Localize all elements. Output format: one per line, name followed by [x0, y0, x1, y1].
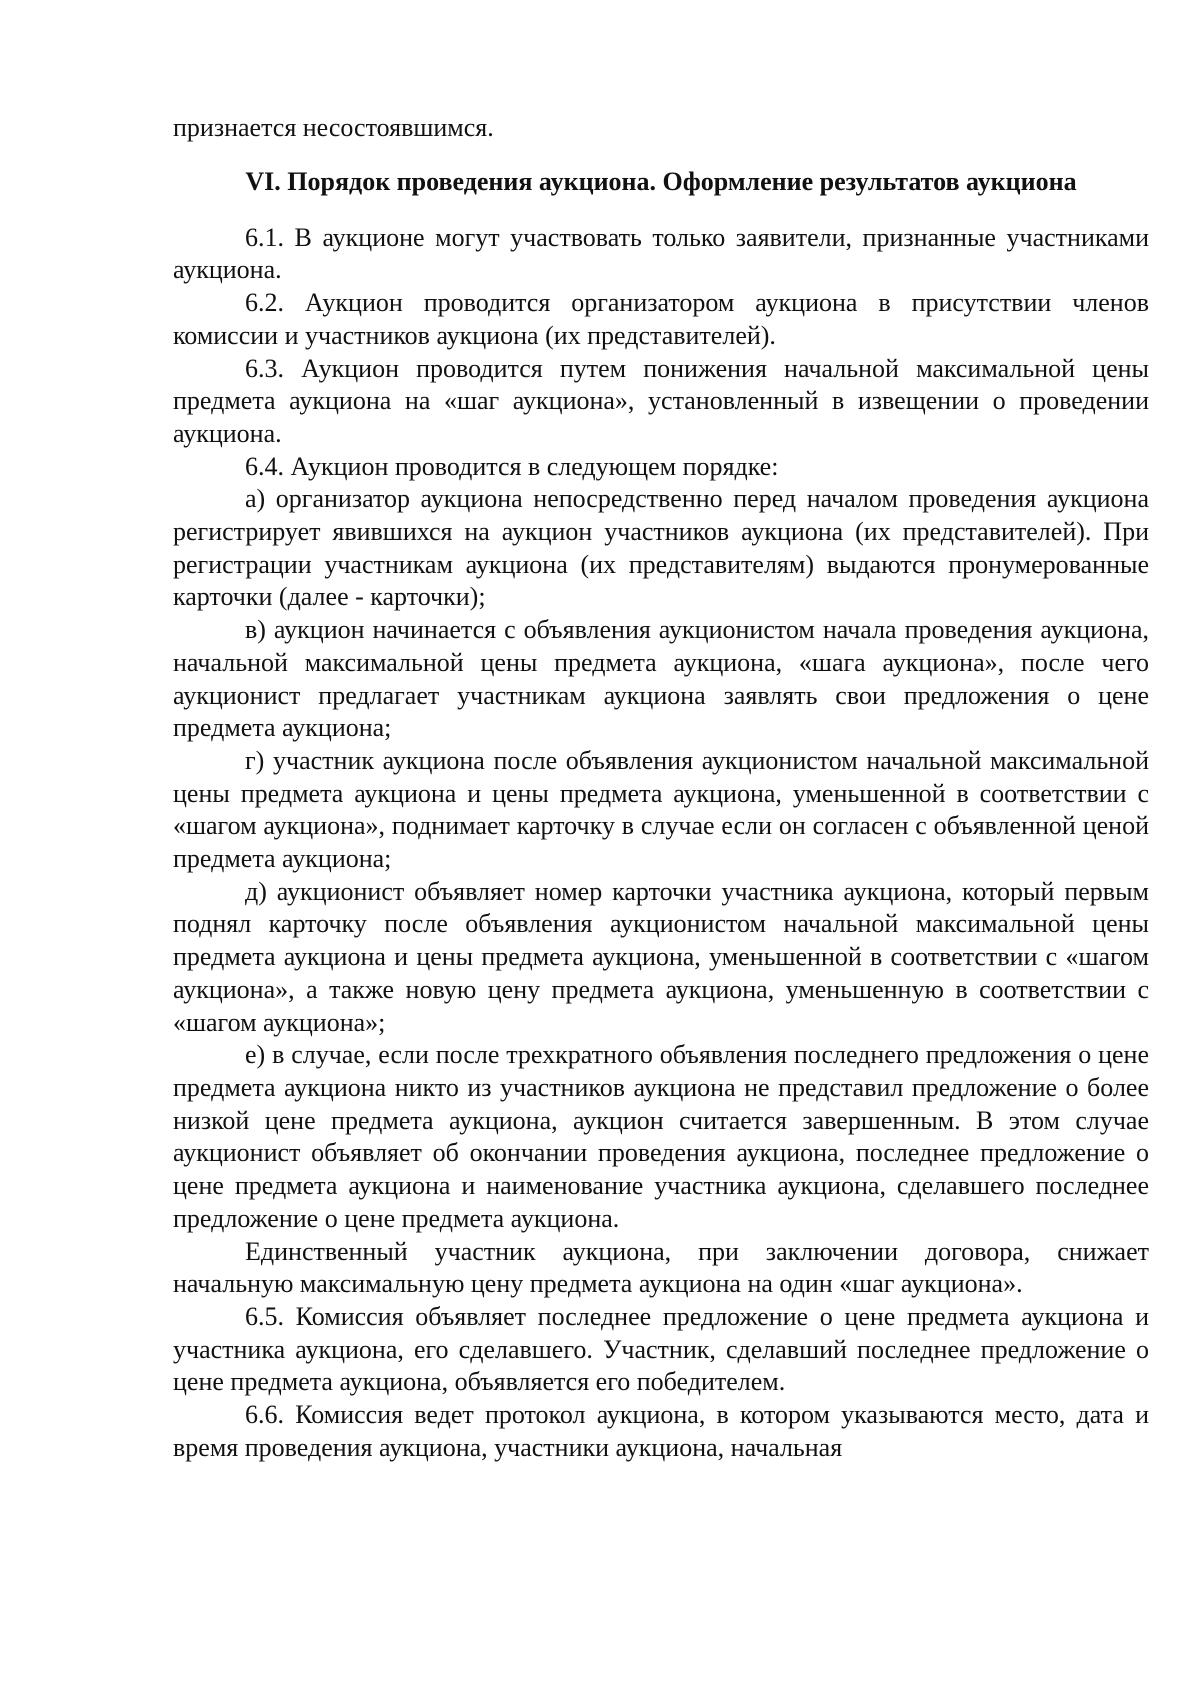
paragraph-6-2: 6.2. Аукцион проводится организатором аукциона в присутствии членов комиссии и участников аукциона (их представителей).	[173, 288, 1149, 350]
section-heading: VI. Порядок проведения аукциона. Оформление результатов аукциона	[245, 166, 1077, 196]
paragraph-6-6: 6.6. Комиссия ведет протокол аукциона, в котором указываются место, дата и время проведения аукциона, участники аукциона, начальная	[173, 1400, 1149, 1462]
paragraph-6-4-g: г) участник аукциона после объявления аукционистом начальной максимальной цены предмета аукциона и цены предмета аукциона, уменьшенной в соответствии с «шагом аукциона», поднимает карточку в случае если он согласен с объявленной ценой предмета аукциона;	[173, 745, 1149, 874]
paragraph-6-4: 6.4. Аукцион проводится в следующем порядке:	[245, 451, 779, 481]
paragraph-single-participant: Единственный участник аукциона, при заключении договора, снижает начальную максимальную цену предмета аукциона на один «шаг аукциона».	[173, 1236, 1149, 1299]
paragraph-6-3: 6.3. Аукцион проводится путем понижения начальной максимальной цены предмета аукциона на «шаг аукциона», установленный в извещении о проведении аукциона.	[173, 353, 1149, 448]
paragraph-6-5: 6.5. Комиссия объявляет последнее предложение о цене предмета аукциона и участника аукциона, его сделавшего. Участник, сделавший последнее предложение о цене предмета аукциона, объявляется его победителем.	[173, 1301, 1149, 1397]
paragraph-6-4-d: д) аукционист объявляет номер карточки участника аукциона, который первым поднял карточку после объявления аукционистом начальной максимальной цены предмета аукциона и цены предмета аукциона, уменьшенной в соответствии с «шагом аукциона», а также новую цену предмета аукциона, уменьшенную в соответствии с «шагом аукциона»;	[173, 876, 1149, 1037]
paragraph-6-1: 6.1. В аукционе могут участвовать только заявители, признанные участниками аукциона.	[173, 222, 1149, 285]
document-page	[173, 112, 1149, 1464]
paragraph-6-4-a: а) организатор аукциона непосредственно перед началом проведения аукциона регистрирует явившихся на аукцион участников аукциона (их представителей). При регистрации участникам аукциона (их представителям) выдаются пронумерованные карточки (далее - карточки);	[173, 484, 1149, 612]
carryover-line: признается несостоявшимся.	[173, 113, 494, 142]
paragraph-6-4-e: е) в случае, если после трехкратного объявления последнего предложения о цене предмета аукциона никто из участников аукциона не представил предложение о более низкой цене предмета аукциона, аукцион считается завершенным. В этом случае аукционист объявляет об окончании проведения аукциона, последнее предложение о цене предмета аукциона и наименование участника аукциона, сделавшего последнее предложение о цене предмета аукциона.	[173, 1040, 1149, 1233]
paragraph-6-4-v: в) аукцион начинается с объявления аукционистом начала проведения аукциона, начальной максимальной цены предмета аукциона, «шага аукциона», после чего аукционист предлагает участникам аукциона заявлять свои предложения о цене предмета аукциона;	[173, 615, 1149, 743]
